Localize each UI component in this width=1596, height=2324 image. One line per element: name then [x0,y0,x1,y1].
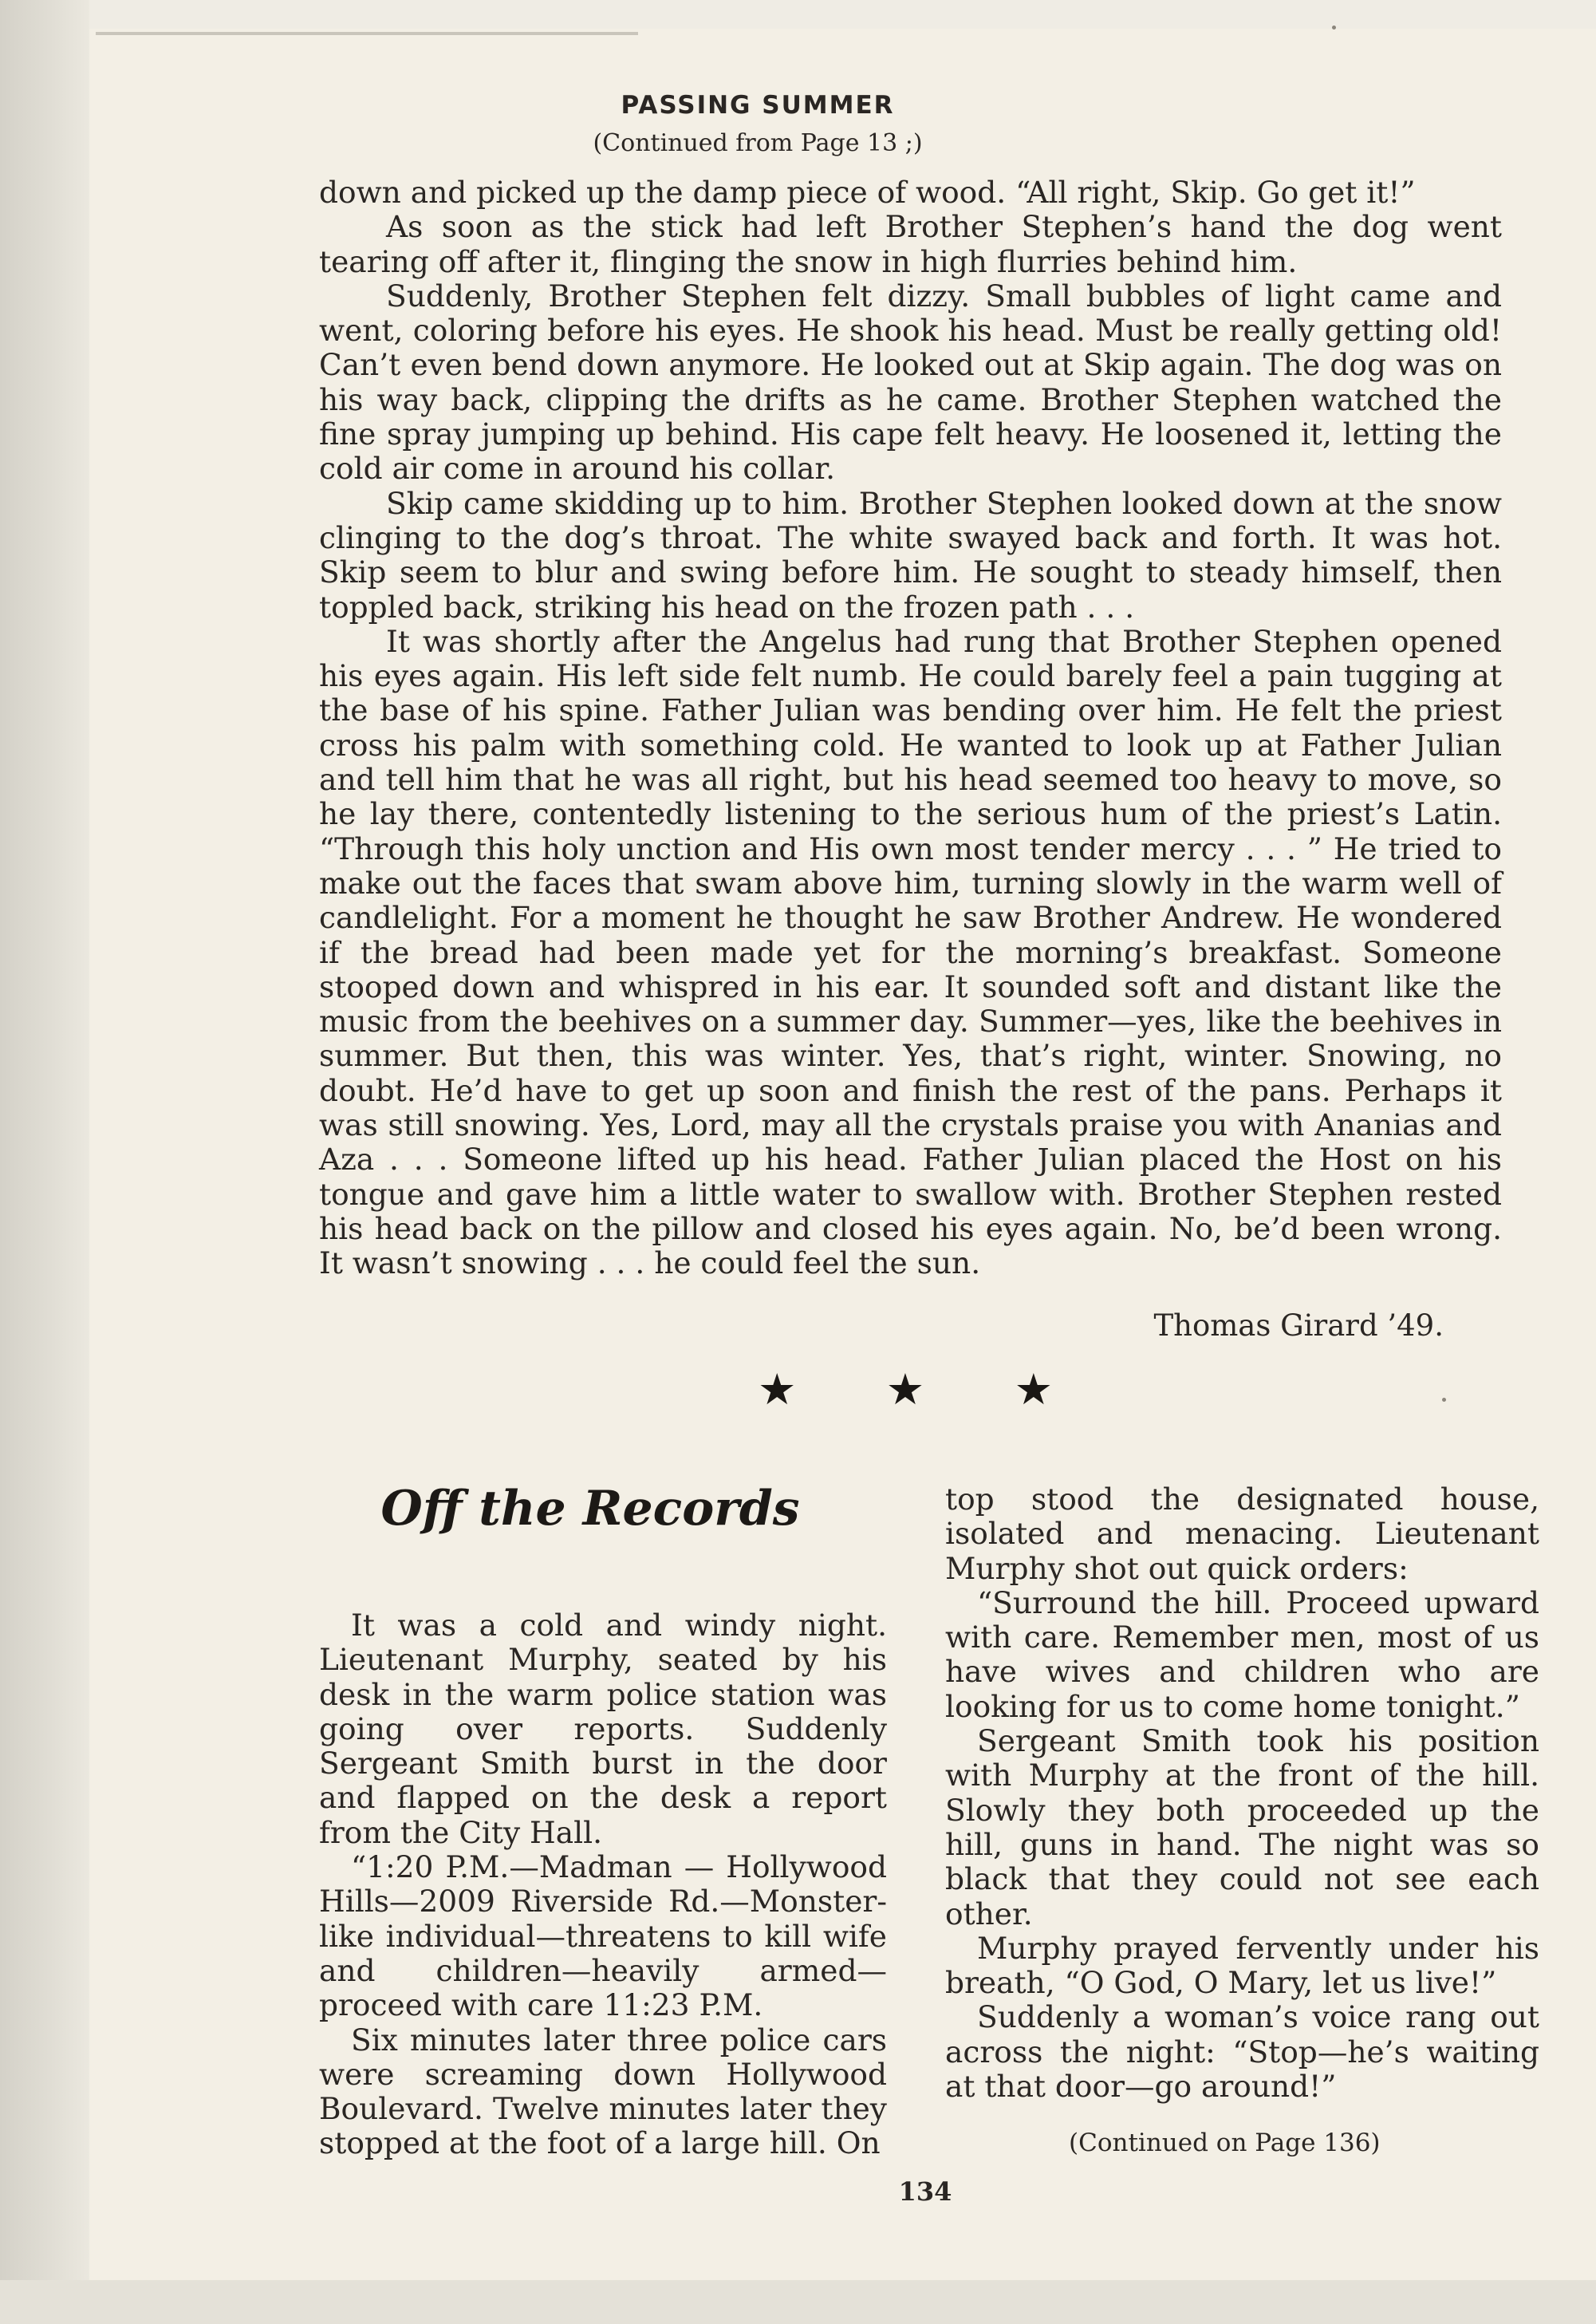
article-paragraph: “Surround the hill. Proceed upward with care. Remember men, most of us have wives and children who are looking for us to come home tonight.” [945,1584,1539,1724]
article-title: Off the Records [380,1481,800,1537]
paper-crease [96,32,638,35]
page-number: 134 [898,2176,952,2207]
article-paragraph: Murphy prayed fervently under his breath, “O God, O Mary, let us live!” [945,1930,1539,2001]
article-column-right [945,1482,1539,2104]
author-byline: Thomas Girard ’49. [1153,1308,1444,1343]
scan-bottom-edge [0,2280,1596,2324]
star-icon: ★ [758,1364,797,1415]
story-paragraph: down and picked up the damp piece of wood. “All right, Skip. Go get it!” [319,175,1416,210]
story-paragraph: Skip came skidding up to him. Brother Stephen looked down at the snow clinging to the dog’s throat. The white swayed back and forth. It was hot. Skip seem to blur and swing before him. He sought to steady himself, then toppled back, striking his head on the frozen path . . . [319,485,1502,625]
continued-from-note: (Continued from Page 13 ;) [593,129,923,157]
article-column-left [319,1608,887,2161]
article-paragraph: top stood the designated house, isolated and menacing. Lieutenant Murphy shot out quick orders: [945,1482,1539,1586]
story-paragraph: It was shortly after the Angelus had rung that Brother Stephen opened his eyes again. His left side felt numb. He could barely feel a pain tugging at the base of his spine. Father Julian was bending over him. He felt the priest cross his palm with something cold. He wanted to look up at Father Julian and tell him that he was all right, but his head seemed too heavy to move, so he lay there, contentedly listening to the serious hum of the priest’s Latin. “Through this holy unction and His own most tender mercy . . . ” He tried to make out the faces that swam above him, turning slowly in the warm well of candlelight. For a moment he thought he saw Brother Andrew. He wondered if the bread had been made yet for the morning’s breakfast. Someone stooped down and whispred in his ear. It sounded soft and distant like the music from the beehives on a summer day. Summer—yes, like the beehives in summer. But then, this was winter. Yes, that’s right, winter. Snowing, no doubt. He’d have to get up soon and finish the rest of the pans. Perhaps it was still snowing. Yes, Lord, may all the crystals praise you with Ananias and Aza . . . Someone lifted up his head. Father Julian placed the Host on his tongue and gave him a little water to swallow with. Brother Stephen rested his head back on the pillow and closed his eyes again. No, be’d been wrong. It wasn’t snowing . . . he could feel the sun. [319,623,1502,1281]
article-paragraph: It was a cold and windy night. Lieutenant Murphy, seated by his desk in the warm police station was going over reports. Suddenly Sergeant Smith burst in the door and flapped on the desk a report from the City Hall. [319,1608,887,1850]
story-paragraph: Suddenly, Brother Stephen felt dizzy. Small bubbles of light came and went, coloring before his eyes. He shook his head. Must be really getting old! Can’t even bend down anymore. He looked out at Skip again. The dog was on his way back, clipping the drifts as he came. Brother Stephen watched the fine spray jumping up behind. His cape felt heavy. He loosened it, letting the cold air come in around his collar. [319,278,1502,487]
article-paragraph: Sergeant Smith took his position with Murphy at the front of the hill. Slowly they both proceeded up the hill, guns in hand. The night was so black that they could not see each other. [945,1723,1539,1931]
story-paragraph: As soon as the stick had left Brother Stephen’s hand the dog went tearing off after it, flinging the snow in high flurries behind him. [319,209,1502,279]
paper-speck [1442,1398,1446,1402]
star-icon: ★ [1014,1364,1053,1415]
continued-on-note: (Continued on Page 136) [1069,2129,1381,2157]
star-icon: ★ [885,1364,925,1415]
star-separator [758,1364,1053,1415]
article-paragraph: Suddenly a woman’s voice rang out across the night: “Stop—he’s waiting at that door—go around!” [945,1999,1539,2105]
article-paragraph: Six minutes later three police cars were screaming down Hollywood Boulevard. Twelve minutes later they stopped at the foot of a large hill. On [319,2022,887,2161]
scan-left-edge [0,0,89,2324]
story-body [319,176,1502,1281]
article-paragraph: “1:20 P.M.—Madman — Hollywood Hills—2009 Riverside Rd.—Monster-like individual—threatens to kill wife and children—heavily armed—proceed with care 11:23 P.M. [319,1849,887,2023]
paper-speck [1332,26,1336,30]
story-title: PASSING SUMMER [621,91,895,120]
